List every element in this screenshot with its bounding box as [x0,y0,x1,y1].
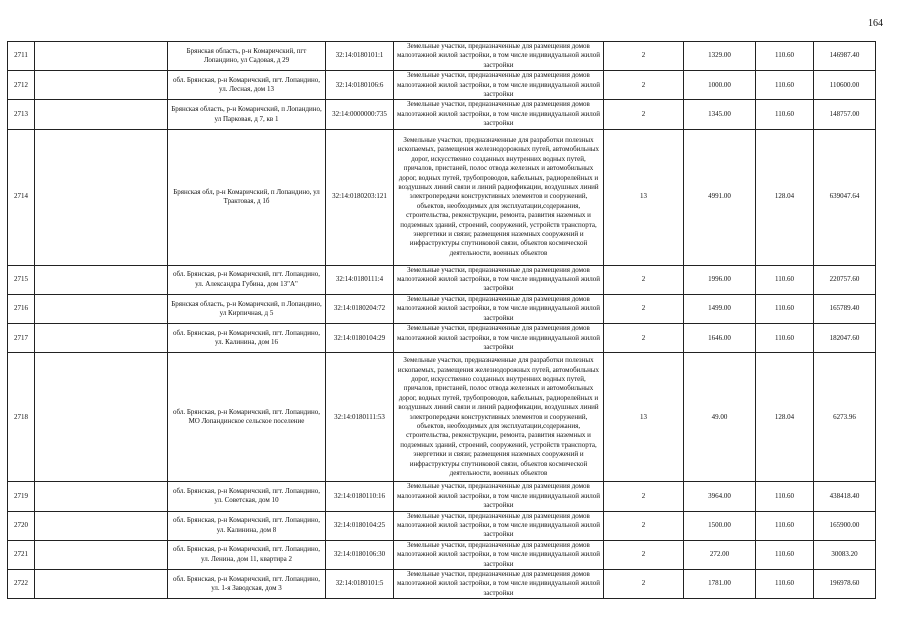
page-number: 164 [868,18,883,29]
rate-cell: 110.60 [756,265,814,294]
cadastral-number-cell: 32:14:0180111:53 [326,353,394,482]
land-use-cell: Земельные участки, предназначенные для размещения домов малоэтажной жилой застройки, в том числе индивидуальной жилой застройки [394,294,604,323]
cadastral-value-cell: 110600.00 [814,71,876,100]
table-row [8,71,876,100]
land-use-cell: Земельные участки, предназначенные для размещения домов малоэтажной жилой застройки, в том числе индивидуальной жилой застройки [394,71,604,100]
cadastral-value-cell: 165789.40 [814,294,876,323]
table-row [8,265,876,294]
row-number-cell: 2722 [8,569,35,598]
land-use-cell: Земельные участки, предназначенные для размещения домов малоэтажной жилой застройки, в том числе индивидуальной жилой застройки [394,324,604,353]
use-code-cell: 2 [604,265,684,294]
cadastral-value-cell: 30083.20 [814,540,876,569]
table-row [8,482,876,511]
rate-cell: 110.60 [756,294,814,323]
area-cell: 272.00 [684,540,756,569]
use-code-cell: 2 [604,324,684,353]
cadastral-number-cell: 32:14:0180110:16 [326,482,394,511]
land-use-cell: Земельные участки, предназначенные для размещения домов малоэтажной жилой застройки, в том числе индивидуальной жилой застройки [394,42,604,71]
cadastral-value-cell: 165900.00 [814,511,876,540]
rate-cell: 110.60 [756,511,814,540]
land-use-cell: Земельные участки, предназначенные для размещения домов малоэтажной жилой застройки, в том числе индивидуальной жилой застройки [394,511,604,540]
rate-cell: 128.04 [756,353,814,482]
cadastral-value-cell: 182047.60 [814,324,876,353]
cadastral-number-cell: 32:14:0180106:30 [326,540,394,569]
cadastral-number-cell: 32:14:0180203:121 [326,129,394,265]
land-use-cell: Земельные участки, предназначенные для размещения домов малоэтажной жилой застройки, в том числе индивидуальной жилой застройки [394,100,604,129]
address-cell: обл. Брянская, р-н Комаричский, пгт. Лопандино, ул. 1-я Заводская, дом 3 [168,569,326,598]
cadastral-value-cell: 6273.96 [814,353,876,482]
use-code-cell: 2 [604,294,684,323]
area-cell: 1500.00 [684,511,756,540]
table-body [8,42,876,599]
land-use-cell: Земельные участки, предназначенные для размещения домов малоэтажной жилой застройки, в том числе индивидуальной жилой застройки [394,265,604,294]
row-number-cell: 2712 [8,71,35,100]
area-cell: 1345.00 [684,100,756,129]
blank-cell [35,129,168,265]
row-number-cell: 2718 [8,353,35,482]
cadastral-number-cell: 32:14:0180204:72 [326,294,394,323]
table-row [8,42,876,71]
rate-cell: 110.60 [756,71,814,100]
rate-cell: 110.60 [756,42,814,71]
rate-cell: 110.60 [756,482,814,511]
use-code-cell: 2 [604,540,684,569]
address-cell: обл. Брянская, р-н Комаричский, пгт. Лопандино, МО Лопандинское сельское поселение [168,353,326,482]
blank-cell [35,100,168,129]
rate-cell: 110.60 [756,540,814,569]
land-use-cell: Земельные участки, предназначенные для разработки полезных ископаемых, размещения железнодорожных путей, автомобильных дорог, искусственно созданных внутренних водных путей, причалов, пристаней, полос отвода железных и автомобильных дорог, водных путей, трубопроводов, кабельных, радиорелейных и воздушных линий связи и линий радиофикации, воздушных линий электропередачи конструктивных элементов и сооружений, объектов, необходимых для эксплуатации,содержания, строительства, реконструкции, ремонта, развития наземных и подземных зданий, строений, сооружений, устройств транспорта, энергетики и связи; размещения наземных сооружений и инфраструктуры спутниковой связи, объектов космической деятельности, военных объектов [394,353,604,482]
cadastral-value-cell: 639047.64 [814,129,876,265]
address-cell: Брянская область, р-н Комаричский, п Лопандино, ул Кирпичная, д 5 [168,294,326,323]
address-cell: Брянская обл, р-н Комаричский, п Лопандино, ул Трактовая, д 1б [168,129,326,265]
blank-cell [35,511,168,540]
row-number-cell: 2714 [8,129,35,265]
cadastral-value-cell: 146987.40 [814,42,876,71]
address-cell: Брянская область, р-н Комаричский, пгт Лопандино, ул Садовая, д 29 [168,42,326,71]
row-number-cell: 2721 [8,540,35,569]
table-row [8,324,876,353]
rate-cell: 110.60 [756,324,814,353]
address-cell: обл. Брянская, р-н Комаричский, пгт. Лопандино, ул. Калинина, дом 16 [168,324,326,353]
area-cell: 1996.00 [684,265,756,294]
use-code-cell: 2 [604,482,684,511]
address-cell: обл. Брянская, р-н Комаричский, пгт. Лопандино, ул. Ленина, дом 11, квартира 2 [168,540,326,569]
cadastral-number-cell: 32:14:0180106:6 [326,71,394,100]
cadastral-value-cell: 148757.00 [814,100,876,129]
land-use-cell: Земельные участки, предназначенные для размещения домов малоэтажной жилой застройки, в том числе индивидуальной жилой застройки [394,482,604,511]
blank-cell [35,569,168,598]
address-cell: обл. Брянская, р-н Комаричский, пгт. Лопандино, ул. Советская, дом 10 [168,482,326,511]
row-number-cell: 2713 [8,100,35,129]
row-number-cell: 2716 [8,294,35,323]
cadastral-number-cell: 32:14:0180101:5 [326,569,394,598]
cadastral-number-cell: 32:14:0000000:735 [326,100,394,129]
area-cell: 49.00 [684,353,756,482]
blank-cell [35,353,168,482]
land-registry-table [7,41,876,599]
use-code-cell: 2 [604,100,684,129]
blank-cell [35,42,168,71]
rate-cell: 128.04 [756,129,814,265]
blank-cell [35,71,168,100]
cadastral-number-cell: 32:14:0180111:4 [326,265,394,294]
cadastral-value-cell: 220757.60 [814,265,876,294]
address-cell: обл. Брянская, р-н Комаричский, пгт. Лопандино, ул. Лесная, дом 13 [168,71,326,100]
address-cell: обл. Брянская, р-н Комаричский, пгт. Лопандино, ул. Александра Губина, дом 13"А" [168,265,326,294]
address-cell: обл. Брянская, р-н Комаричский, пгт. Лопандино, ул. Калинина, дом 8 [168,511,326,540]
area-cell: 1781.00 [684,569,756,598]
area-cell: 1329.00 [684,42,756,71]
cadastral-number-cell: 32:14:0180104:29 [326,324,394,353]
cadastral-number-cell: 32:14:0180104:25 [326,511,394,540]
cadastral-value-cell: 196978.60 [814,569,876,598]
land-use-cell: Земельные участки, предназначенные для разработки полезных ископаемых, размещения железнодорожных путей, автомобильных дорог, искусственно созданных внутренних водных путей, причалов, пристаней, полос отвода железных и автомобильных дорог, водных путей, трубопроводов, кабельных, радиорелейных и воздушных линий связи и линий радиофикации, воздушных линий электропередачи конструктивных элементов и сооружений, объектов, необходимых для эксплуатации,содержания, строительства, реконструкции, ремонта, развития наземных и подземных зданий, строений, сооружений, устройств транспорта, энергетики и связи; размещения наземных сооружений и инфраструктуры спутниковой связи, объектов космической деятельности, военных объектов [394,129,604,265]
row-number-cell: 2719 [8,482,35,511]
land-use-cell: Земельные участки, предназначенные для размещения домов малоэтажной жилой застройки, в том числе индивидуальной жилой застройки [394,540,604,569]
land-use-cell: Земельные участки, предназначенные для размещения домов малоэтажной жилой застройки, в том числе индивидуальной жилой застройки [394,569,604,598]
table-row [8,569,876,598]
use-code-cell: 13 [604,353,684,482]
rate-cell: 110.60 [756,569,814,598]
blank-cell [35,482,168,511]
table-row [8,129,876,265]
blank-cell [35,265,168,294]
row-number-cell: 2711 [8,42,35,71]
table-row [8,511,876,540]
blank-cell [35,294,168,323]
row-number-cell: 2720 [8,511,35,540]
use-code-cell: 2 [604,71,684,100]
blank-cell [35,324,168,353]
use-code-cell: 2 [604,569,684,598]
area-cell: 3964.00 [684,482,756,511]
use-code-cell: 2 [604,511,684,540]
row-number-cell: 2717 [8,324,35,353]
area-cell: 1000.00 [684,71,756,100]
cadastral-number-cell: 32:14:0180101:1 [326,42,394,71]
area-cell: 4991.00 [684,129,756,265]
table-row [8,294,876,323]
rate-cell: 110.60 [756,100,814,129]
table-row [8,540,876,569]
row-number-cell: 2715 [8,265,35,294]
table-row [8,100,876,129]
area-cell: 1646.00 [684,324,756,353]
table-row [8,353,876,482]
use-code-cell: 13 [604,129,684,265]
use-code-cell: 2 [604,42,684,71]
blank-cell [35,540,168,569]
area-cell: 1499.00 [684,294,756,323]
cadastral-value-cell: 438418.40 [814,482,876,511]
address-cell: Брянская область, р-н Комаричский, п Лопандино, ул Парковая, д 7, кв 1 [168,100,326,129]
